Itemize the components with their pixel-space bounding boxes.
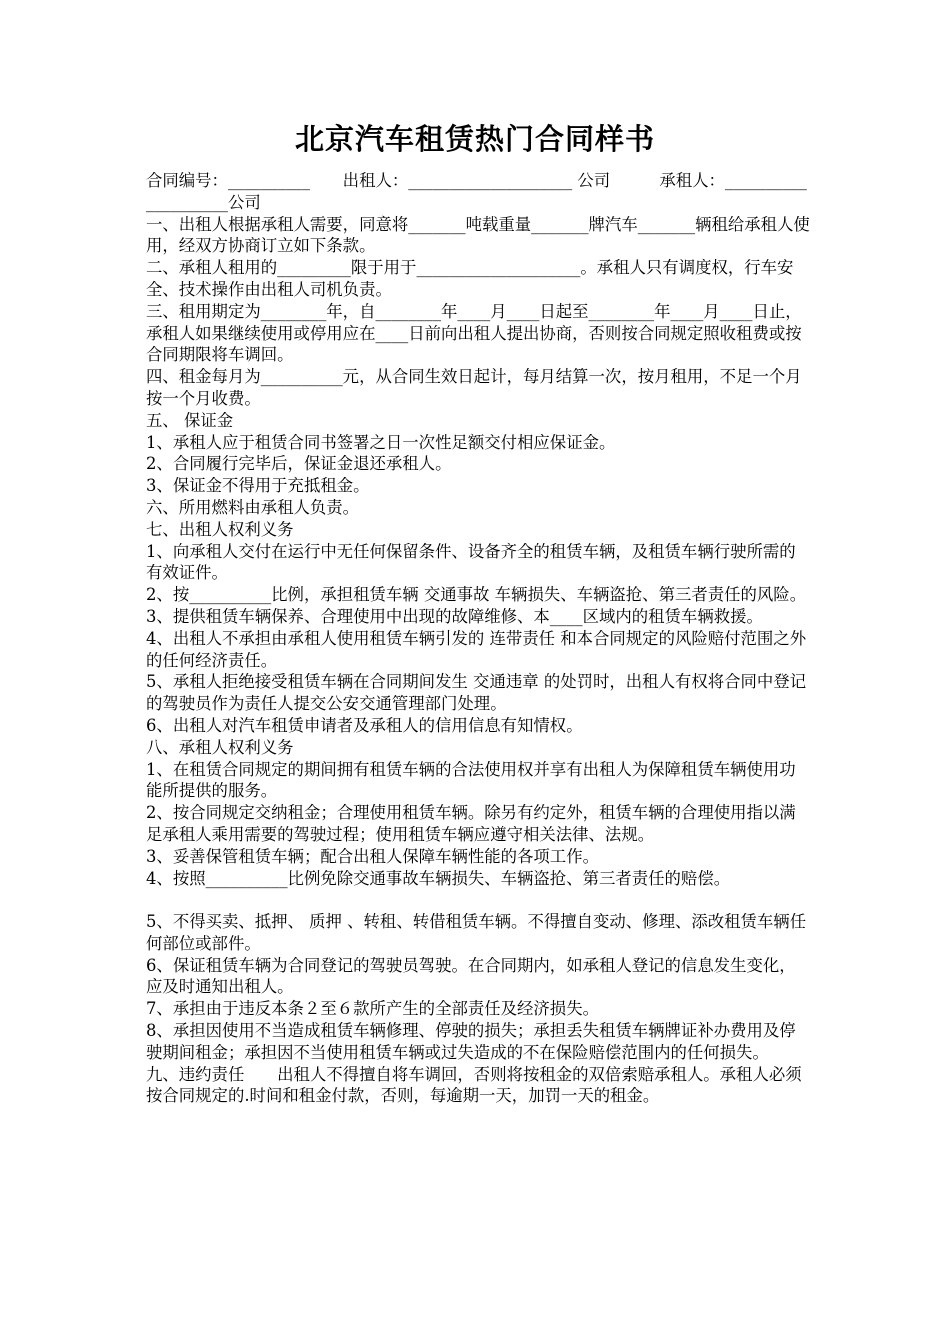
paragraph: 二、承租人租用的_________限于用于____________________。承租人只有调度权，行车安全、技术操作由出租人司机负责。	[146, 258, 794, 299]
paragraph: 3、妥善保管租赁车辆；配合出租人保障车辆性能的各项工作。	[146, 846, 599, 866]
paragraph: 1、在租赁合同规定的期间拥有租赁车辆的合法使用权并享有出租人为保障租赁车辆使用功能所提供的服务。	[146, 759, 796, 801]
paragraph: 8、承担因使用不当造成租赁车辆修理、停驶的损失；承担丢失租赁车辆牌证补办费用及停驶期间租金；承担因不当使用租赁车辆或过失造成的不在保险赔偿范围内的任何损失。	[146, 1021, 796, 1062]
paragraph: 合同编号：__________ 出租人：____________________ 公司 承租人：____________________公司	[146, 171, 807, 212]
paragraph: 3、提供租赁车辆保养、合理使用中出现的故障维修、本____区域内的租赁车辆救援。	[146, 606, 763, 626]
paragraph: 三、租用期定为________年，自________年____月____日起至________年____月____日止，承租人如果继续使用或停用应在____日前向出租人提出协商，否则按合同规定照收租费或按合同期限将车调回。	[146, 301, 802, 365]
paragraph: 八、承租人权利义务	[146, 737, 294, 757]
paragraph: 4、按照__________比例免除交通事故车辆损失、车辆盗抢、第三者责任的赔偿。	[146, 868, 731, 888]
paragraph: 1、承租人应于租赁合同书签署之日一次性足额交付相应保证金。	[146, 432, 616, 452]
paragraph: 5、不得买卖、抵押、 质押 、转租、转借租赁车辆。不得擅自变动、修理、添改租赁车辆任何部位或部件。	[146, 912, 807, 953]
paragraph: 2、按合同规定交纳租金；合理使用租赁车辆。除另有约定外，租赁车辆的合理使用指以满足承租人乘用需要的驾驶过程；使用租赁车辆应遵守相关法律、法规。	[146, 803, 796, 844]
paragraph: 6、保证租赁车辆为合同登记的驾驶员驾驶。在合同期内，如承租人登记的信息发生变化，应及时通知出租人。	[146, 955, 796, 997]
paragraph: 1、向承租人交付在运行中无任何保留条件、设备齐全的租赁车辆，及租赁车辆行驶所需的有效证件。	[146, 541, 796, 583]
paragraph: 一、出租人根据承租人需要，同意将_______吨载重量_______牌汽车_______辆租给承租人使用，经双方协商订立如下条款。	[146, 214, 810, 256]
paragraph: 2、合同履行完毕后，保证金退还承租人。	[146, 454, 452, 474]
paragraph: 五、 保证金	[146, 410, 234, 430]
paragraph: 5、承租人拒绝接受租赁车辆在合同期间发生 交通违章 的处罚时，出租人有权将合同中登记的驾驶员作为责任人提交公安交通管理部门处理。	[146, 672, 807, 714]
paragraph: 7、承担由于违反本条２至６款所产生的全部责任及经济损失。	[146, 999, 599, 1019]
document-body	[146, 170, 810, 1107]
paragraph: 四、租金每月为__________元，从合同生效日起计，每月结算一次，按月租用，不足一个月按一个月收费。	[146, 367, 802, 408]
paragraph: 六、所用燃料由承租人负责。	[146, 497, 360, 517]
paragraph: 七、出租人权利义务	[146, 519, 294, 539]
paragraph: 6、出租人对汽车租赁申请者及承租人的信用信息有知情权。	[146, 715, 583, 735]
paragraph: 4、出租人不承担由承租人使用租赁车辆引发的 连带责任 和本合同规定的风险赔付范围之外的任何经济责任。	[146, 628, 807, 670]
paragraph: 3、保证金不得用于充抵租金。	[146, 476, 370, 496]
paragraph: 2、按__________比例，承担租赁车辆 交通事故 车辆损失、车辆盗抢、第三者责任的风险。	[146, 585, 807, 605]
paragraph: 九、违约责任 出租人不得擅自将车调回，否则将按租金的双倍索赔承租人。承租人必须按合同规定的.时间和租金付款，否则，每逾期一天，加罚一天的租金。	[146, 1064, 802, 1106]
blank-line	[146, 889, 810, 911]
document-title: 北京汽车租赁热门合同样书	[294, 122, 655, 156]
